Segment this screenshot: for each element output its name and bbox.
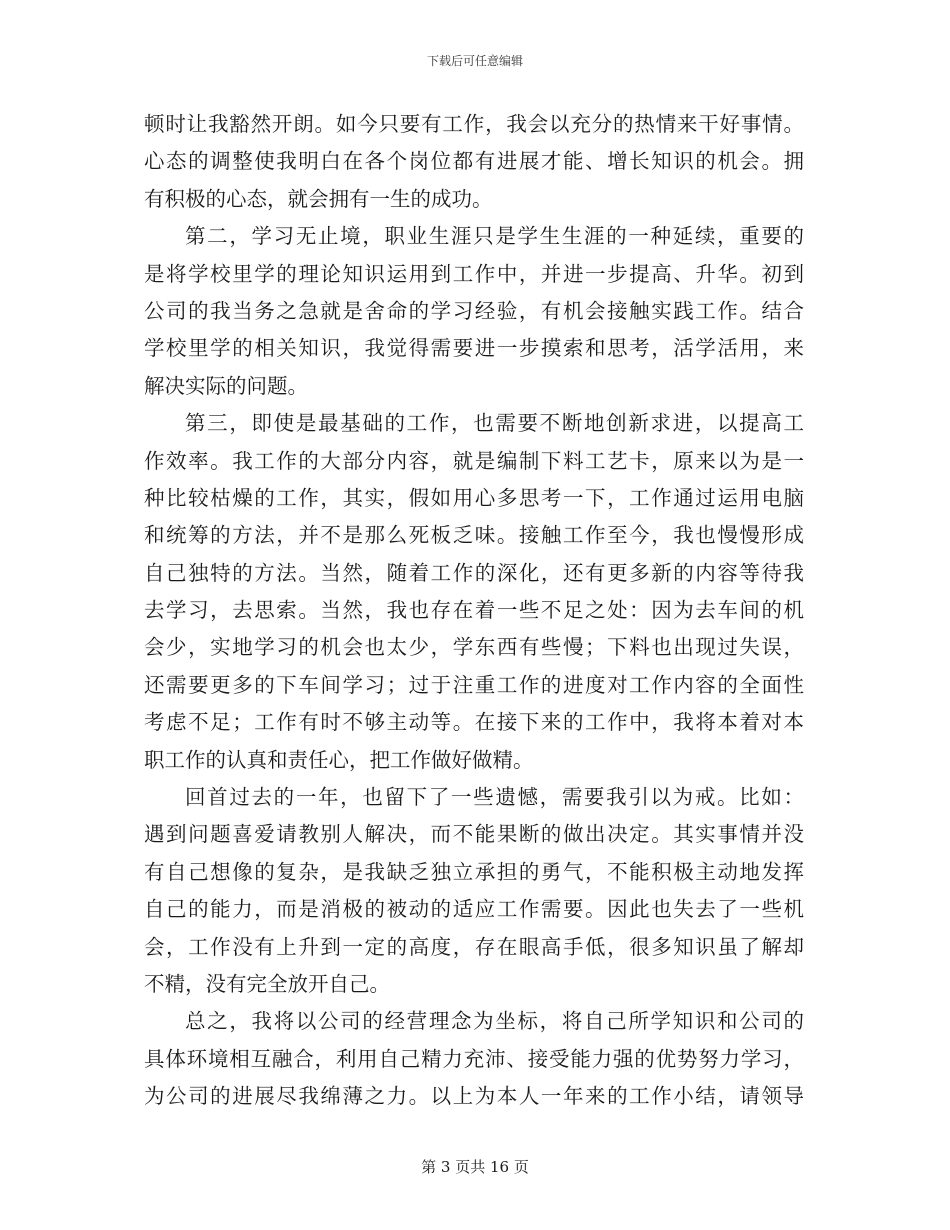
page-header: 下载后可任意编辑 xyxy=(426,54,523,68)
text-line: 种比较枯燥的工作，其实，假如用心多思考一下，工作通过运用电脑 xyxy=(144,485,804,510)
text-line: 作效率。我工作的大部分内容，就是编制下料工艺卡，原来以为是一 xyxy=(144,448,804,473)
text-line: 解决实际的问题。 xyxy=(144,373,308,398)
text-line: 第三，即使是最基础的工作，也需要不断地创新求进，以提高工 xyxy=(185,411,804,436)
text-line: 会，工作没有上升到一定的高度，存在眼高手低，很多知识虽了解却 xyxy=(144,934,804,959)
text-line: 自己独特的方法。当然，随着工作的深化，还有更多新的内容等待我 xyxy=(144,560,804,585)
text-line: 和统筹的方法，并不是那么死板乏味。接触工作至今，我也慢慢形成 xyxy=(144,523,804,548)
document-body xyxy=(144,106,804,1116)
text-line: 第二，学习无止境，职业生涯只是学生生涯的一种延续，重要的 xyxy=(185,224,804,249)
text-line: 学校里学的相关知识，我觉得需要进一步摸索和思考，活学活用，来 xyxy=(144,336,804,361)
text-line: 有积极的心态，就会拥有一生的成功。 xyxy=(144,186,493,211)
text-line: 自己的能力，而是消极的被动的适应工作需要。因此也失去了一些机 xyxy=(144,897,804,922)
text-line: 具体环境相互融合，利用自己精力充沛、接受能力强的优势努力学习， xyxy=(144,1046,804,1071)
text-line: 为公司的进展尽我绵薄之力。以上为本人一年来的工作小结，请领导 xyxy=(144,1084,804,1109)
text-line: 顿时让我豁然开朗。如今只要有工作，我会以充分的热情来干好事情。 xyxy=(144,112,804,136)
text-line: 总之，我将以公司的经营理念为坐标，将自己所学知识和公司的 xyxy=(185,1009,804,1034)
text-line: 是将学校里学的理论知识运用到工作中，并进一步提高、升华。初到 xyxy=(144,261,804,286)
text-line: 还需要更多的下车间学习；过于注重工作的进度对工作内容的全面性 xyxy=(144,672,804,697)
text-line: 不精，没有完全放开自己。 xyxy=(144,971,390,996)
page-footer: 第 3 页共 16 页 xyxy=(421,1158,529,1176)
text-line: 遇到问题喜爱请教别人解决，而不能果断的做出决定。其实事情并没 xyxy=(144,822,804,847)
text-line: 公司的我当务之急就是舍命的学习经验，有机会接触实践工作。结合 xyxy=(144,298,804,323)
text-line: 有自己想像的复杂，是我缺乏独立承担的勇气，不能积极主动地发挥 xyxy=(144,859,804,884)
text-line: 去学习，去思索。当然，我也存在着一些不足之处：因为去车间的机 xyxy=(144,598,804,623)
text-line: 心态的调整使我明白在各个岗位都有进展才能、增长知识的机会。拥 xyxy=(144,149,804,174)
text-line: 会少，实地学习的机会也太少，学东西有些慢；下料也出现过失误， xyxy=(144,635,804,660)
text-line: 职工作的认真和责任心，把工作做好做精。 xyxy=(144,747,534,772)
text-line: 考虑不足；工作有时不够主动等。在接下来的工作中，我将本着对本 xyxy=(144,710,804,735)
text-line: 回首过去的一年，也留下了一些遗憾，需要我引以为戒。比如： xyxy=(185,785,804,810)
